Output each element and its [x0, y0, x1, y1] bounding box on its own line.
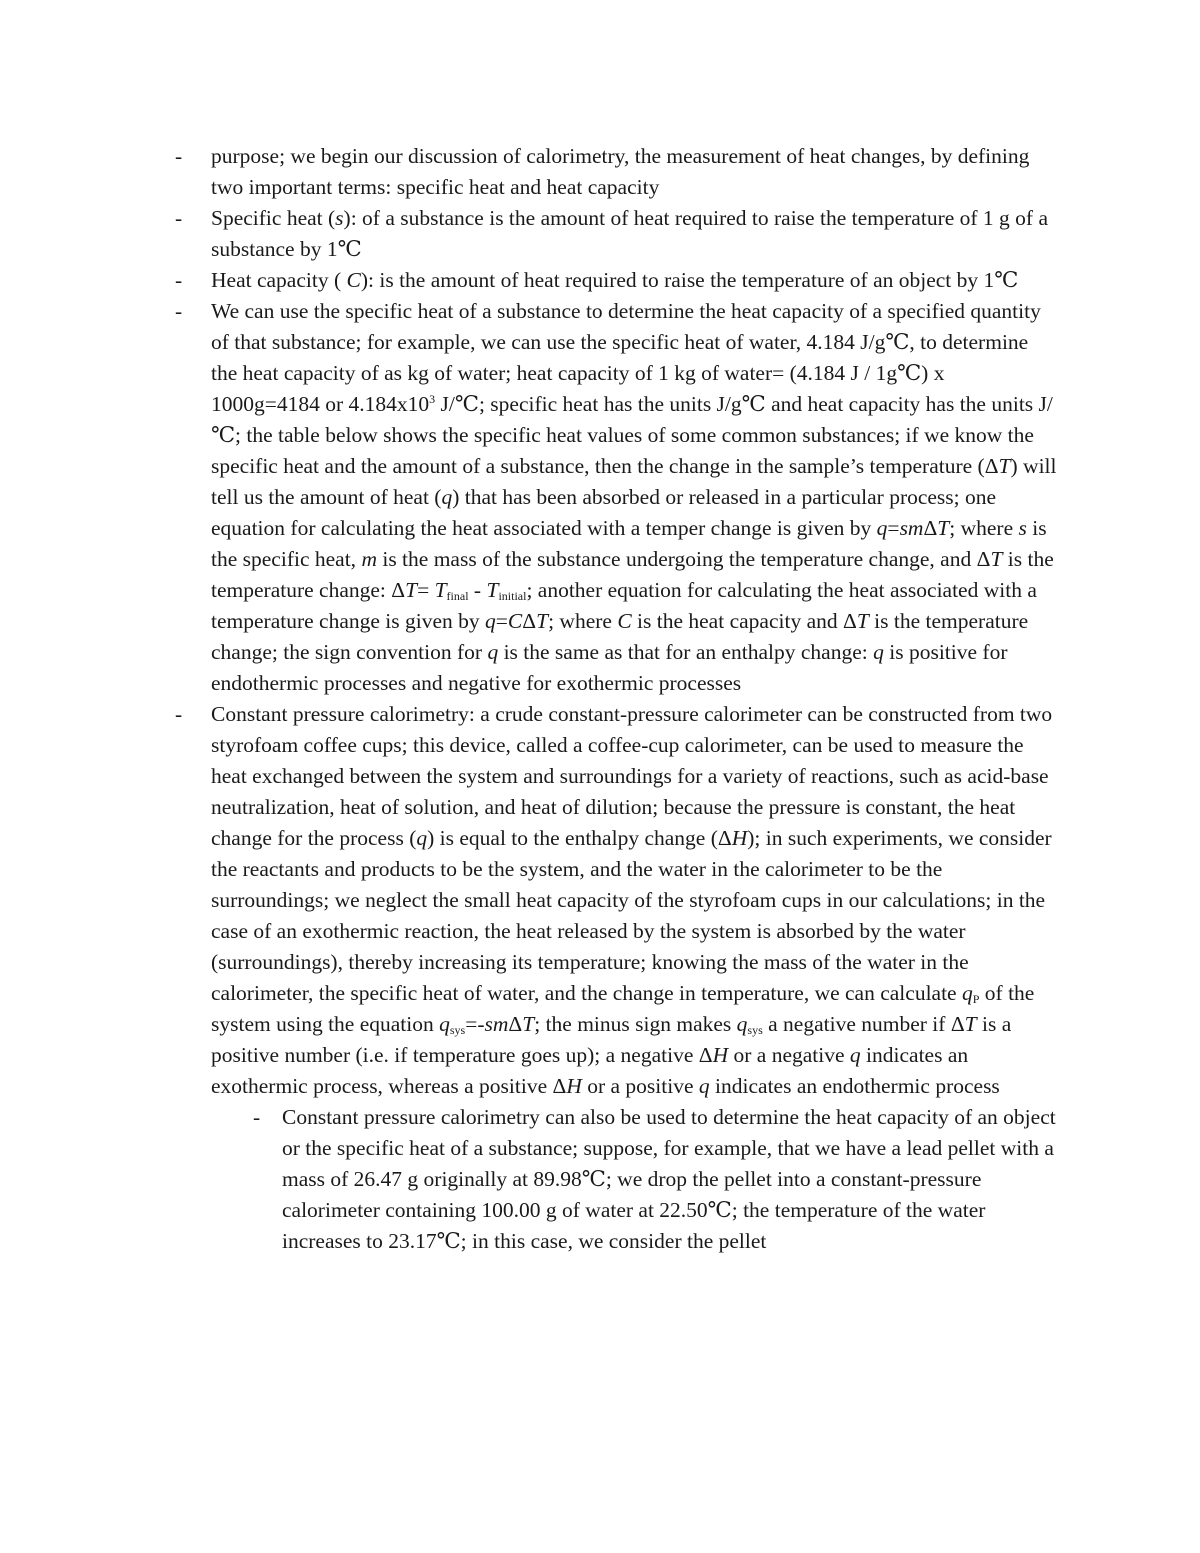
text-run: ) will tell us the amount of heat (	[211, 454, 1057, 509]
italic-symbol: C	[507, 609, 523, 633]
italic-symbol: sm	[899, 516, 924, 540]
italic-symbol: T	[964, 1012, 977, 1036]
text-run: is the specific heat,	[211, 516, 1047, 571]
italic-symbol: sm	[484, 1012, 509, 1036]
italic-symbol: C	[346, 268, 361, 292]
text-run: Heat capacity (	[211, 268, 347, 292]
text-run: =-	[465, 1012, 485, 1036]
text-run: ): of a substance is the amount of heat required to raise the temperature of 1 g of a substance by 1℃	[211, 206, 1049, 261]
list-item-text	[211, 296, 1058, 699]
text-run: is the mass of the substance undergoing the temperature change, and Δ	[376, 547, 991, 571]
italic-symbol: q	[487, 640, 499, 664]
italic-symbol: s	[1018, 516, 1027, 540]
text-run: is a positive number (i.e. if temperature goes up); a negative Δ	[211, 1012, 1012, 1067]
italic-symbol: T	[990, 547, 1003, 571]
text-run: ; where	[949, 516, 1019, 540]
list-item-text	[282, 1102, 1058, 1257]
text-run: ); in such experiments, we consider the reactants and products to be the system, and the water in the calorimeter to be the surroundings; we neglect the small heat capacity of the styrofoam cups in our calculations; in the case of an exothermic reaction, the heat released by the system is absorbed by the water (surroundings), thereby increasing its temperature; knowing the mass of the water in the calorimeter, the specific heat of water, and the change in temperature, we can calculate	[211, 826, 1052, 1005]
italic-symbol: q	[439, 1012, 450, 1036]
italic-symbol: T	[536, 609, 549, 633]
text-run: Constant pressure calorimetry can also be used to determine the heat capacity of an object or the specific heat of a substance; suppose, for example, that we have a lead pellet with a mass of 26.47 g originally at 89.98℃; we drop the pellet into a constant-pressure calorimeter containing 100.00 g of water at 22.50℃; the temperature of the water increases to 23.17℃; in this case, we consider the pellet	[282, 1105, 1056, 1253]
list-item	[0, 699, 1200, 1102]
text-run: =	[417, 578, 435, 602]
superscript: 3	[429, 392, 436, 406]
text-run: Constant pressure calorimetry: a crude constant-pressure calorimeter can be constructed from two styrofoam coffee cups; this device, called a coffee-cup calorimeter, can be used to measure the heat exchanged between the system and surroundings for a variety of reactions, such as acid-base neutralization, heat of solution, and heat of dilution; because the pressure is constant, the heat change for the process (	[211, 702, 1053, 850]
italic-symbol: T	[405, 578, 418, 602]
text-run: -	[468, 578, 487, 602]
text-run: is the heat capacity and Δ	[631, 609, 857, 633]
italic-symbol: T	[486, 578, 499, 602]
list-item	[0, 141, 1200, 203]
italic-symbol: s	[335, 206, 344, 230]
bullet-dash: -	[175, 206, 183, 230]
italic-symbol: q	[961, 981, 973, 1005]
italic-symbol: q	[873, 640, 884, 664]
bullet-dash: -	[175, 144, 183, 168]
subscript: P	[972, 992, 980, 1006]
text-run: purpose; we begin our discussion of calorimetry, the measurement of heat changes, by defining two important terms: specific heat and heat capacity	[211, 144, 1030, 199]
list-item-text	[211, 141, 1058, 203]
list-item-text	[211, 265, 1058, 296]
text-run: is the temperature change; the sign convention for	[211, 609, 1029, 664]
bullet-dash: -	[175, 299, 183, 323]
italic-symbol: T	[937, 516, 950, 540]
italic-symbol: q	[485, 609, 496, 633]
text-run: We can use the specific heat of a substance to determine the heat capacity of a specified quantity of that substance; for example, we can use the specific heat of water, 4.184 J/g℃, to determine the heat capacity of as kg of water; heat capacity of 1 kg of water= (4.184 J / 1g℃) x 1000g=4184 or 4.184x10	[211, 299, 1041, 416]
subscript: sys	[747, 1023, 763, 1037]
italic-symbol: T	[522, 1012, 535, 1036]
italic-symbol: T	[998, 454, 1011, 478]
italic-symbol: q	[849, 1043, 861, 1067]
italic-symbol: q	[441, 485, 453, 509]
list-item	[0, 203, 1200, 265]
text-run: ; the minus sign makes	[534, 1012, 737, 1036]
subscript: initial	[498, 589, 527, 603]
italic-symbol: H	[566, 1074, 582, 1098]
text-run: of the system using the equation	[211, 981, 1035, 1036]
text-run: indicates an endothermic process	[709, 1074, 1000, 1098]
notes-list	[0, 141, 1200, 1257]
italic-symbol: q	[736, 1012, 748, 1036]
italic-symbol: q	[698, 1074, 710, 1098]
italic-symbol: T	[856, 609, 869, 633]
text-run: =	[495, 609, 508, 633]
text-run: ): is the amount of heat required to raise the temperature of an object by 1℃	[360, 268, 1019, 292]
text-run: Δ	[522, 609, 537, 633]
subscript: final	[446, 589, 469, 603]
text-run: ) that has been absorbed or released in a particular process; one equation for calculating the heat associated with a temper change is given by	[211, 485, 997, 540]
text-run: Δ	[508, 1012, 523, 1036]
list-item	[0, 296, 1200, 699]
text-run: a negative number if Δ	[762, 1012, 965, 1036]
list-item-text	[211, 699, 1058, 1102]
text-run: ) is equal to the enthalpy change (Δ	[427, 826, 732, 850]
text-run: Specific heat (	[211, 206, 336, 230]
text-run: Δ	[923, 516, 938, 540]
italic-symbol: m	[361, 547, 377, 571]
list-item-text	[211, 203, 1058, 265]
bullet-dash: -	[175, 268, 183, 292]
italic-symbol: T	[434, 578, 447, 602]
text-run: is the temperature change: Δ	[211, 547, 1054, 602]
italic-symbol: q	[876, 516, 888, 540]
text-run: or a positive	[581, 1074, 699, 1098]
text-run: is the same as that for an enthalpy change:	[498, 640, 874, 664]
text-run: =	[887, 516, 900, 540]
text-run: ; where	[548, 609, 618, 633]
bullet-dash: -	[253, 1105, 261, 1129]
bullet-dash: -	[175, 702, 183, 726]
sub-list-item	[0, 1102, 1200, 1257]
italic-symbol: C	[617, 609, 632, 633]
italic-symbol: H	[712, 1043, 729, 1067]
text-run: or a negative	[728, 1043, 850, 1067]
italic-symbol: H	[731, 826, 748, 850]
list-item	[0, 265, 1200, 296]
text-run: is positive for endothermic processes and negative for exothermic processes	[211, 640, 1008, 695]
subscript: sys	[449, 1023, 466, 1037]
text-run: indicates an exothermic process, whereas a positive Δ	[211, 1043, 969, 1098]
text-run: J/℃; specific heat has the units J/g℃ and heat capacity has the units J/℃; the table below shows the specific heat values of some common substances; if we know the specific heat and the amount of a substance, then the change in the sample’s temperature (Δ	[211, 392, 1053, 478]
italic-symbol: q	[416, 826, 428, 850]
text-run: ; another equation for calculating the heat associated with a temperature change is given by	[211, 578, 1037, 633]
